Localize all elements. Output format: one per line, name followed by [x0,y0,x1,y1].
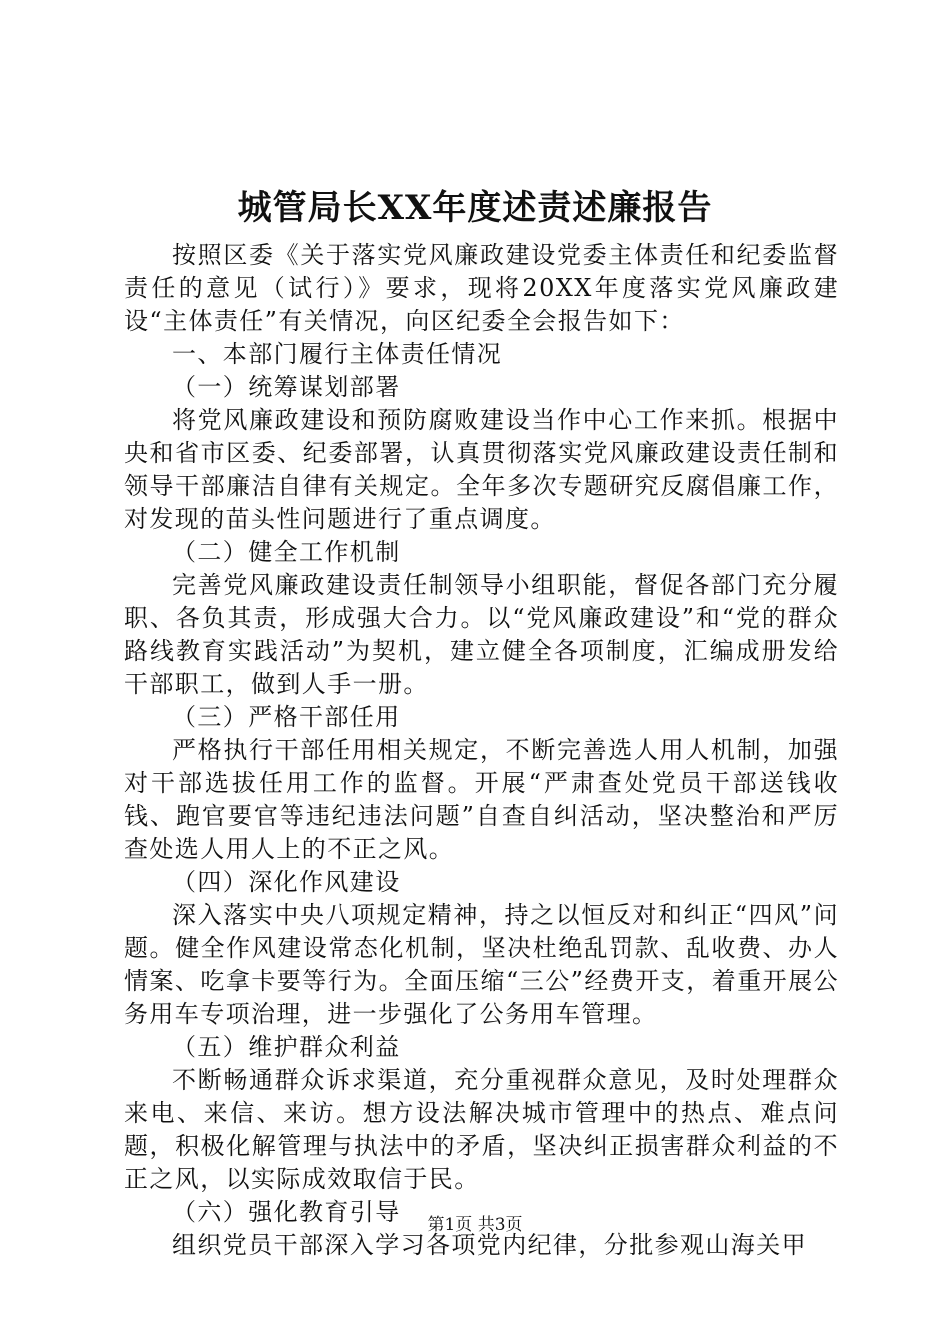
subsection-heading: （五）维护群众利益 [172,1033,401,1061]
subsection-paragraph: 将党风廉政建设和预防腐败建设当作中心工作来抓。根据中央和省市区委、纪委部署，认真贯彻落实党风廉政建设责任制和领导干部廉洁自律有关规定。全年多次专题研究反腐倡廉工作，对发现的苗头性问题进行了重点调度。 [124,406,839,533]
subsection-heading: （二）健全工作机制 [172,538,401,566]
subsection-paragraph: 严格执行干部任用相关规定，不断完善选人用人机制，加强对干部选拔任用工作的监督。开展“严肃查处党员干部送钱收钱、跑官要官等违纪违法问题”自查自纠活动，坚决整治和严厉查处选人用人上的不正之风。 [124,736,839,863]
subsection-heading: （四）深化作风建设 [172,868,401,896]
subsection-heading: （六）强化教育引导 [172,1198,401,1226]
subsection-paragraph: 完善党风廉政建设责任制领导小组职能，督促各部门充分履职、各负其责，形成强大合力。以“党风廉政建设”和“党的群众路线教育实践活动”为契机，建立健全各项制度，汇编成册发给干部职工，做到人手一册。 [124,571,839,698]
section-heading: 一、本部门履行主体责任情况 [172,340,503,368]
subsection-heading: （三）严格干部任用 [172,703,401,731]
document-title: 城管局长XX年度述责述廉报告 [237,188,713,228]
subsection-paragraph: 不断畅通群众诉求渠道，充分重视群众意见，及时处理群众来电、来信、来访。想方设法解决城市管理中的热点、难点问题，积极化解管理与执法中的矛盾，坚决纠正损害群众利益的不正之风，以实际成效取信于民。 [124,1066,839,1193]
document-body [124,239,839,1262]
page-footer: 第1页 共3页 [427,1215,523,1235]
subsection-paragraph: 深入落实中央八项规定精神，持之以恒反对和纠正“四风”问题。健全作风建设常态化机制，坚决杜绝乱罚款、乱收费、办人情案、吃拿卡要等行为。全面压缩“三公”经费开支，着重开展公务用车专项治理，进一步强化了公务用车管理。 [124,901,839,1028]
subsection-heading: （一）统筹谋划部署 [172,373,401,401]
subsection-paragraph: 组织党员干部深入学习各项党内纪律，分批参观山海关甲 [172,1231,807,1259]
intro-paragraph: 按照区委《关于落实党风廉政建设党委主体责任和纪委监督责任的意见（试行）》要求，现将20XX年度落实党风廉政建设“主体责任”有关情况，向区纪委全会报告如下： [124,241,839,335]
